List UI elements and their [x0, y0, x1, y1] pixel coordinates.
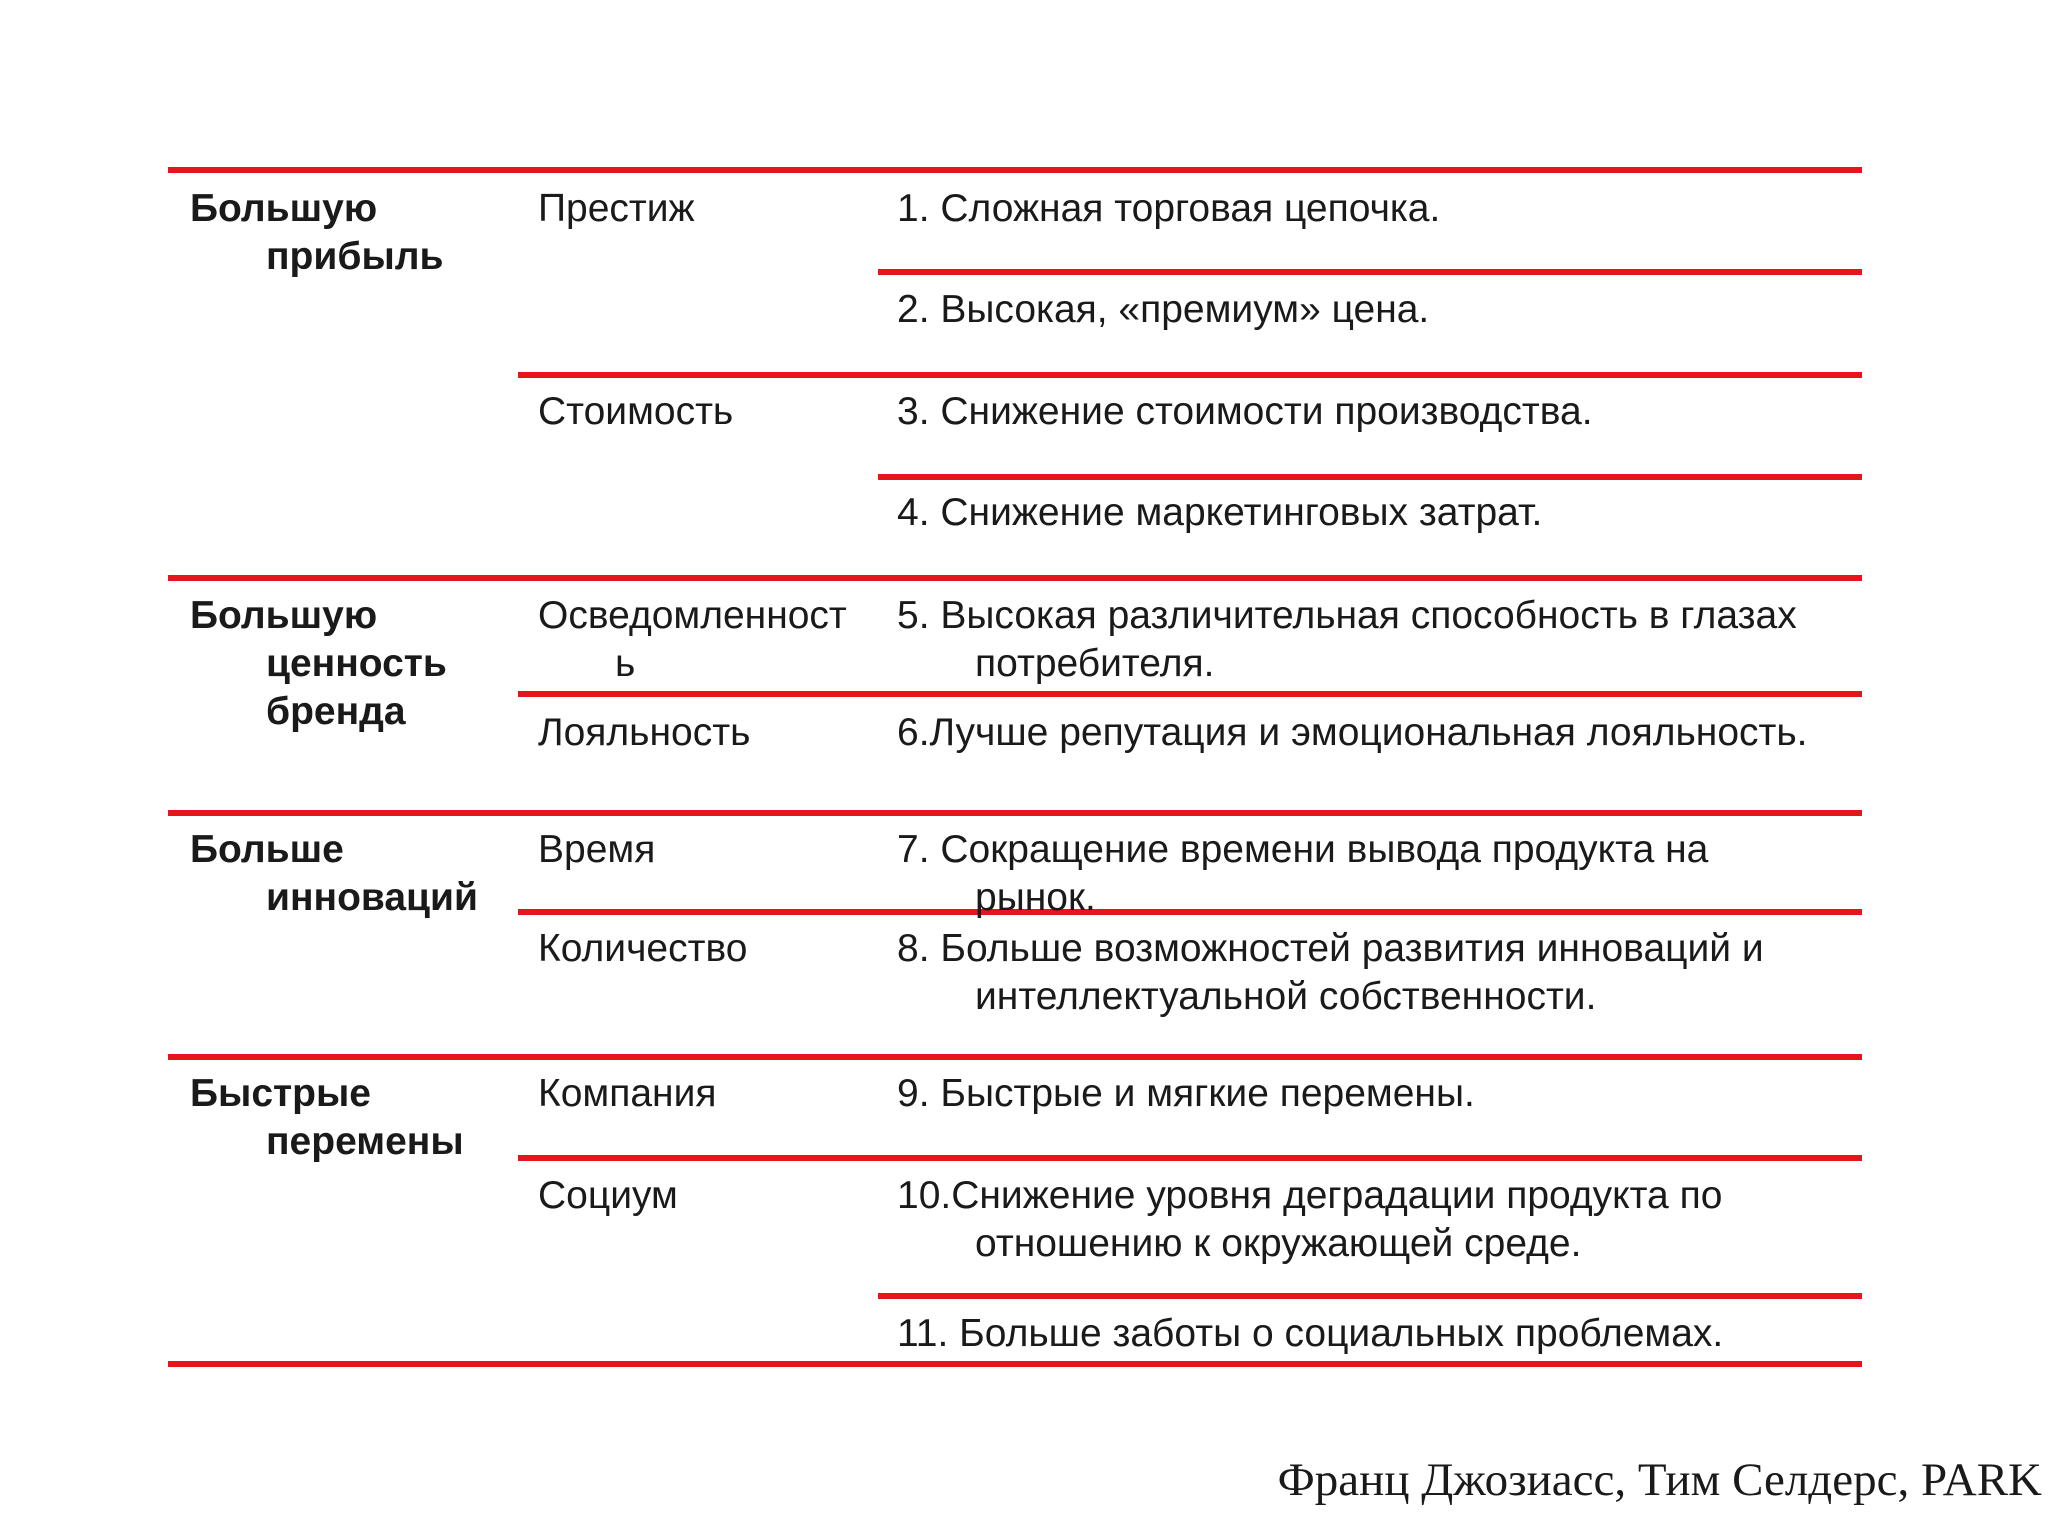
goal-label-line1: Большую: [190, 594, 378, 637]
table-top-rule: [168, 167, 1862, 173]
row-divider: [878, 269, 1862, 275]
aspect-label: Социум: [538, 1174, 678, 1217]
goal-label-line2: прибыль: [266, 235, 444, 278]
benefit-item-line1: 10.Снижение уровня деградации продукта по: [897, 1174, 1723, 1217]
aspect-label-line1: Осведомленност: [538, 594, 847, 637]
benefit-item-line1: 7. Сокращение времени вывода продукта на: [897, 828, 1709, 871]
goal-label-line1: Быстрые: [190, 1072, 371, 1115]
group-divider: [168, 1054, 1862, 1060]
row-divider: [518, 909, 1862, 915]
benefit-item-line2: рынок.: [975, 876, 1096, 919]
goal-label-line2: инноваций: [266, 876, 478, 919]
table-bottom-rule: [168, 1361, 1862, 1367]
group-divider: [168, 810, 1862, 816]
benefit-item-line2: потребителя.: [975, 642, 1215, 685]
benefit-item-line2: интеллектуальной собственности.: [975, 975, 1597, 1018]
row-divider: [878, 1293, 1862, 1299]
benefit-item: 1. Сложная торговая цепочка.: [897, 187, 1441, 230]
benefit-item-line2: отношению к окружающей среде.: [975, 1222, 1582, 1265]
goal-label-line3: бренда: [266, 690, 406, 733]
row-divider: [518, 372, 1862, 378]
benefit-item-line1: 8. Больше возможностей развития инноваций и: [897, 927, 1764, 970]
benefit-item-line1: 5. Высокая различительная способность в глазах: [897, 594, 1797, 637]
row-divider: [518, 1155, 1862, 1161]
goal-label-line1: Большую: [190, 187, 378, 230]
group-divider: [168, 575, 1862, 581]
benefit-item: 11. Больше заботы о социальных проблемах.: [897, 1312, 1724, 1355]
goal-label-line1: Больше: [190, 828, 344, 871]
aspect-label: Количество: [538, 927, 748, 970]
goal-label-line2: ценность: [266, 642, 447, 685]
benefit-item: 6.Лучше репутация и эмоциональная лояльность.: [897, 711, 1808, 754]
aspect-label: Время: [538, 828, 656, 871]
benefit-item: 4. Снижение маркетинговых затрат.: [897, 491, 1543, 534]
aspect-label: Компания: [538, 1072, 717, 1115]
benefit-item: 9. Быстрые и мягкие перемены.: [897, 1072, 1475, 1115]
aspect-label: Лояльность: [538, 711, 751, 754]
row-divider: [518, 691, 1862, 697]
benefit-item: 3. Снижение стоимости производства.: [897, 390, 1593, 433]
benefit-item: 2. Высокая, «премиум» цена.: [897, 288, 1430, 331]
goal-label-line2: перемены: [266, 1120, 464, 1163]
row-divider: [878, 474, 1862, 480]
aspect-label-line2: ь: [615, 642, 636, 685]
aspect-label: Стоимость: [538, 390, 734, 433]
source-credit: Франц Джозиасс, Тим Селдерс, PARK: [1277, 1454, 2042, 1506]
aspect-label: Престиж: [538, 187, 695, 230]
